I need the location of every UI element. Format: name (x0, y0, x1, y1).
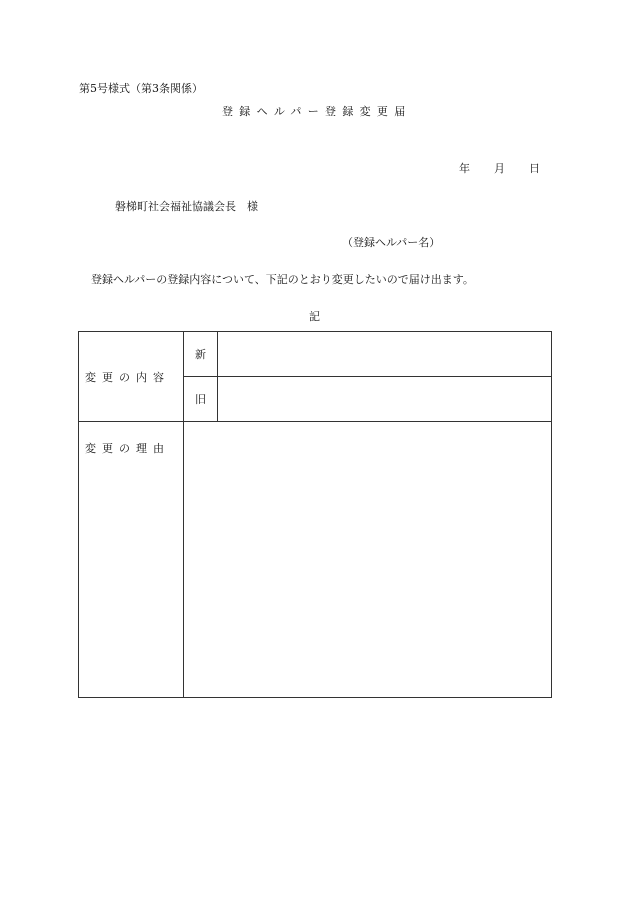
new-label: 新 (184, 332, 218, 377)
old-label: 旧 (184, 377, 218, 422)
old-content-value[interactable] (218, 377, 551, 421)
record-heading: 記 (309, 310, 320, 323)
form-title: 登録ヘルパー登録変更届 (222, 105, 412, 118)
addressee: 磐梯町社会福祉協議会長 様 (115, 200, 258, 213)
change-reason-label (79, 422, 184, 698)
new-content-value[interactable] (218, 332, 551, 376)
form-number: 第5号様式（第3条関係） (79, 82, 203, 95)
change-reason-field[interactable] (184, 422, 552, 698)
change-form-table (78, 331, 552, 698)
change-content-label: 変更の内容 (79, 332, 184, 422)
date-day-label: 日 (529, 162, 540, 175)
old-content-field[interactable] (218, 377, 552, 422)
body-text: 登録ヘルパーの登録内容について、下記のとおり変更したいので届け出ます。 (91, 273, 474, 286)
date-month-label: 月 (494, 162, 505, 175)
new-content-field[interactable] (218, 332, 552, 377)
helper-name-label: （登録ヘルパー名） (342, 236, 441, 249)
table-row (79, 332, 552, 377)
date-year-label: 年 (459, 162, 470, 175)
change-reason-value[interactable] (184, 422, 551, 697)
table-row (79, 422, 552, 698)
change-reason-label-text: 変更の理由 (85, 442, 170, 455)
